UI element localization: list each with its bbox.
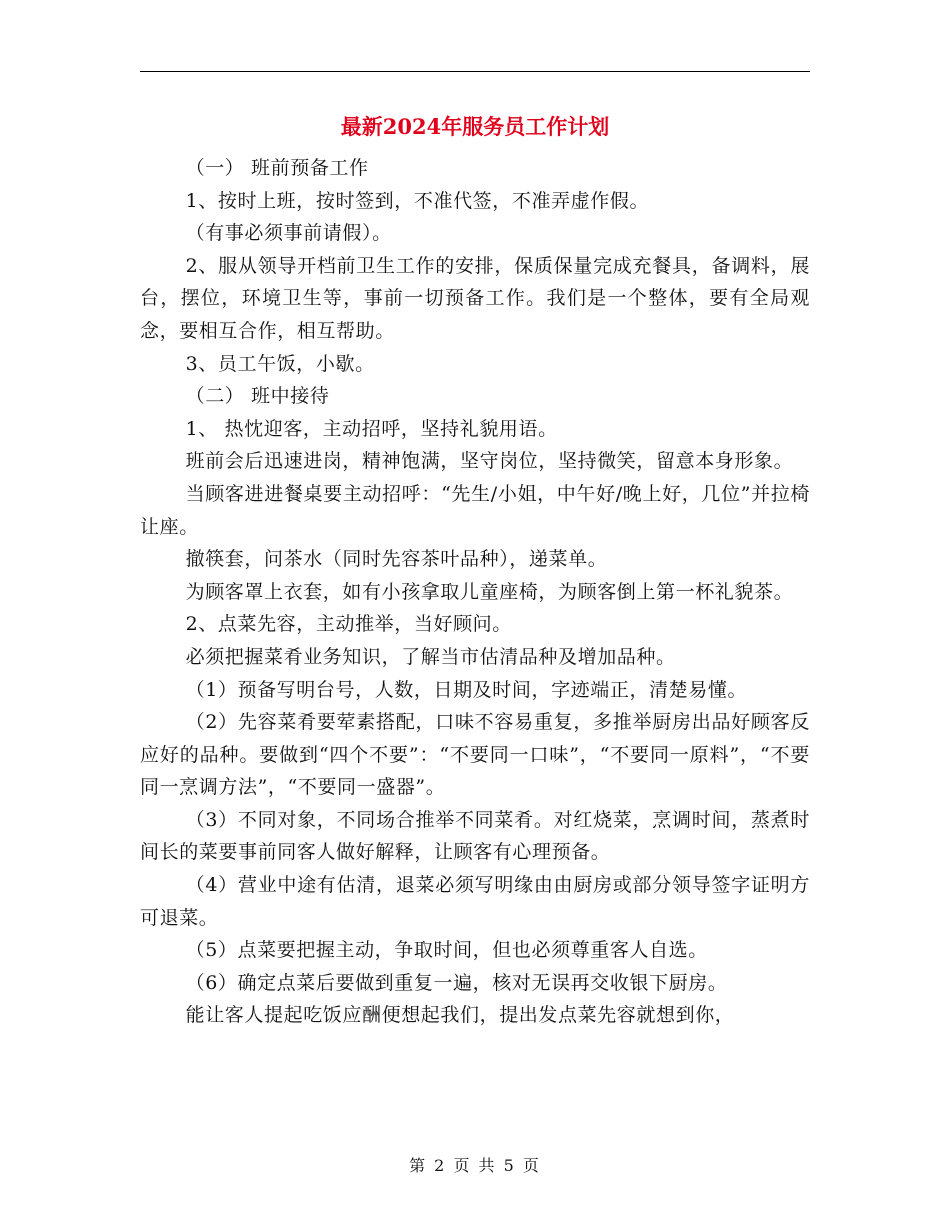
paragraph: 3、员工午饭，小歇。: [185, 352, 375, 375]
paragraph: （二） 班中接待: [185, 385, 330, 408]
paragraph: 2、服从领导开档前卫生工作的安排，保质保量完成充餐具，备调料，展台，摆位，环境卫生等，事前一切预备工作。我们是一个整体，要有全局观念，要相互合作，相互帮助。: [140, 254, 810, 342]
paragraph: 撤筷套，问茶水（同时先容茶叶品种），递菜单。: [185, 548, 608, 571]
paragraph: （1）预备写明台号，人数，日期及时间，字迹端正，清楚易懂。: [185, 678, 748, 701]
paragraph: 班前会后迅速进岗，精神饱满，坚守岗位，坚持微笑，留意本身形象。: [185, 450, 794, 473]
paragraph: （4）营业中途有估清，退菜必须写明缘由由厨房或部分领导签字证明方可退菜。: [140, 874, 810, 929]
paragraph: 1、按时上班，按时签到，不准代签，不准弄虚作假。: [185, 189, 650, 212]
paragraph: （3）不同对象，不同场合推举不同菜肴。对红烧菜，烹调时间，蒸煮时间长的菜要事前同客人做好解释，让顾客有心理预备。: [140, 808, 810, 864]
paragraph: 为顾客罩上衣套，如有小孩拿取儿童座椅，为顾客倒上第一杯礼貌茶。: [185, 580, 794, 603]
paragraph: 能让客人提起吃饭应酬便想起我们，提出发点菜先容就想到你，: [185, 1004, 735, 1027]
paragraph: （一） 班前预备工作: [185, 157, 369, 179]
header-rule: [140, 71, 810, 72]
paragraph: （5）点菜要把握主动，争取时间，但也必须尊重客人自选。: [185, 939, 708, 962]
paragraph: 当顾客进进餐桌要主动招呼：“先生/小姐，中午好/晚上好，几位”并拉椅让座。: [140, 482, 810, 538]
document-title: 最新2024年服务员工作计划: [340, 114, 610, 139]
paragraph: 必须把握菜肴业务知识，了解当市估清品种及增加品种。: [185, 645, 676, 668]
page-number-footer: 第 2 页 共 5 页: [409, 1156, 541, 1175]
paragraph: 1、 热忱迎客，主动招呼，坚持礼貌用语。: [185, 417, 558, 440]
paragraph: 2、点菜先容，主动推举，当好顾问。: [185, 613, 512, 636]
document-body: [140, 152, 810, 1032]
paragraph: （2）先容菜肴要荤素搭配，口味不容易重复，多推举厨房出品好顾客反应好的品种。要做到“四个不要”：“不要同一口味”，“不要同一原料”，“不要同一烹调方法”，“不要同一盛器”。: [140, 711, 810, 799]
paragraph: （6）确定点菜后要做到重复一遍，核对无误再交收银下厨房。: [185, 971, 728, 994]
paragraph: （有事必须事前请假）。: [185, 222, 392, 245]
